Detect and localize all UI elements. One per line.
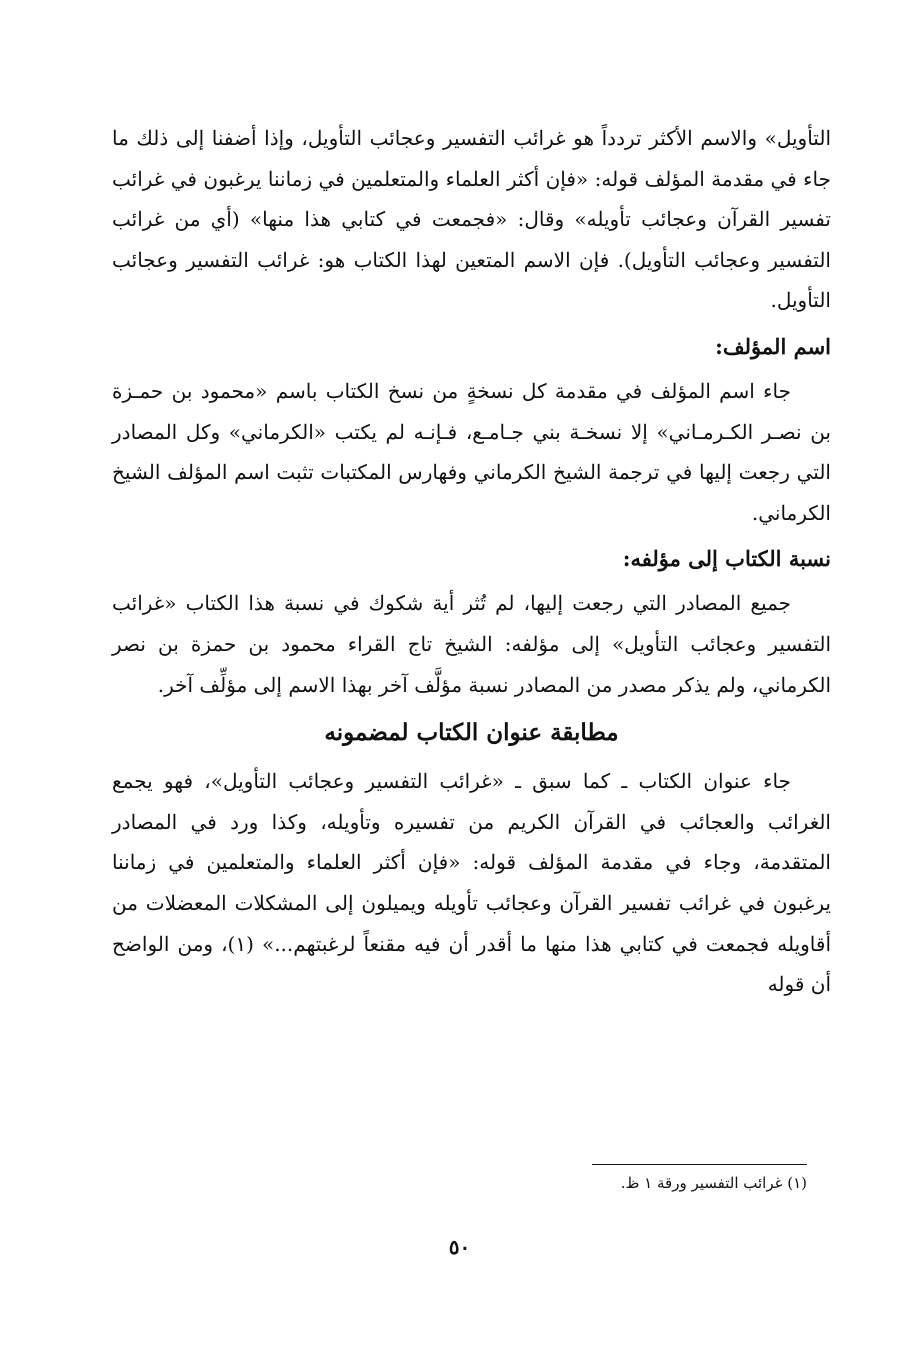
page-number: ٥٠ [448,1235,471,1259]
paragraph-title-content: جاء عنوان الكتاب ـ كما سبق ـ «غرائب التفسير وعجائب التأويل»، فهو يجمع الغرائب والعجائب في القرآن الكريم من تفسيره وتأويله، وكذا ورد في المصادر المتقدمة، وجاء في مقدمة المؤلف قوله: «فإن أكثر العلماء والمتعلمين في زماننا يرغبون في غرائب تفسير القرآن وعجائب تأويله ويميلون إلى المشكلات المعضلات من أقاويله فجمعت في كتابي هذا منها ما أقدر أن فيه مقنعاً لرغبتهم...» (١)، ومن الواضح أن قوله [112,769,832,997]
heading-author-name: اسم المؤلف: [715,333,831,359]
paragraph-title-discussion: التأويل» والاسم الأكثر تردداً هو غرائب التفسير وعجائب التأويل، وإذا أضفنا إلى ذلك ما جاء في مقدمة المؤلف قوله: «فإن أكثر العلماء والمتعلمين في زماننا يرغبون في غرائب تفسير القرآن وعجائب تأويله» وقال: «فجمعت في كتابي هذا منها» (أي من غرائب التفسير وعجائب التأويل). فإن الاسم المتعين لهذا الكتاب هو: غرائب التفسير وعجائب التأويل. [112,126,831,313]
heading-attribution: نسبة الكتاب إلى مؤلفه: [622,546,831,572]
paragraph-author-name: جاء اسم المؤلف في مقدمة كل نسخةٍ من نسخ الكتاب باسم «محمود بن حمـزة بن نصـر الكـرمـاني» إلا نسخـة بني جـامـع، فـإنـه لم يكتب «الكرماني» وكل المصادر التي رجعت إليها في ترجمة الشيخ الكرماني وفهارس المكتبات تثبت اسم المؤلف الشيخ الكرماني. [112,378,831,525]
footnote: (١) غرائب التفسير ورقة ١ ظ. [620,1174,807,1192]
main-text [112,118,831,1005]
section-title: مطابقة عنوان الكتاب لمضمونه [324,719,619,747]
footnote-divider [592,1164,807,1165]
paragraph-attribution: جميع المصادر التي رجعت إليها، لم تُثر أية شكوك في نسبة هذا الكتاب «غرائب التفسير وعجائب التأويل» إلى مؤلفه: الشيخ تاج القراء محمود بن حمزة بن نصر الكرماني، ولم يذكر مصدر من المصادر نسبة مؤلَّف آخر بهذا الاسم إلى مؤلِّف آخر. [112,591,831,697]
